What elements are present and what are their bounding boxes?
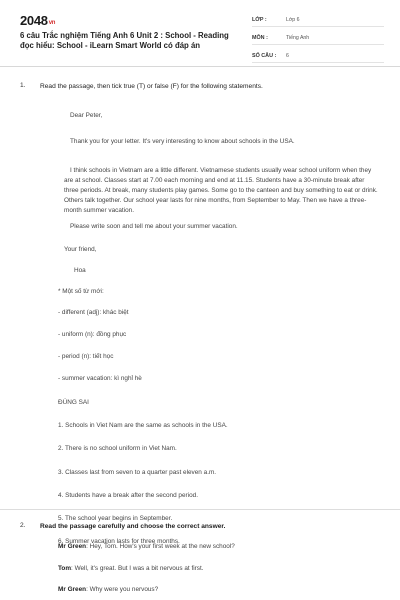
meta-value: 6 — [286, 53, 289, 59]
question-instruction: Read the passage carefully and choose the correct answer. — [40, 523, 226, 530]
dialogue-line: Tom: Well, it's great. But I was a bit nervous at first. — [58, 565, 204, 572]
dialogue-text: Hey, Tom. How's your first week at the new school? — [89, 543, 235, 550]
meta-row-class — [252, 12, 384, 27]
statement[interactable]: 3. Classes last from seven to a quarter past eleven a.m. — [58, 469, 217, 476]
question-number: 1. — [20, 82, 26, 89]
logo-suffix: vn — [48, 20, 56, 26]
question-instruction: Read the passage, then tick true (T) or false (F) for the following statements. — [40, 83, 263, 90]
page-header — [0, 0, 400, 66]
dialogue-text: Why were you nervous? — [89, 586, 159, 593]
meta-row-subject — [252, 30, 384, 45]
speaker-name: Mr Green — [58, 586, 87, 593]
statement[interactable]: 2. There is no school uniform in Viet Nam. — [58, 445, 177, 452]
site-logo[interactable] — [20, 13, 55, 28]
dialogue-line: Mr Green: Hey, Tom. How's your first week at the new school? — [58, 543, 235, 550]
letter-salutation: Dear Peter, — [70, 112, 103, 119]
vocab-title: * Một số từ mới: — [58, 288, 104, 295]
vocab-item: - summer vacation: kì nghỉ hè — [58, 375, 142, 382]
dialogue-line: Mr Green: Why were you nervous? — [58, 586, 159, 593]
true-false-header: ĐÚNG SAI — [58, 399, 89, 406]
vocab-item: - different (adj): khác biệt — [58, 309, 129, 316]
letter-paragraph: Please write soon and tell me about your summer vacation. — [70, 223, 238, 230]
speaker-name: Tom — [58, 565, 72, 572]
letter-paragraph: Thank you for your letter. It's very interesting to know about schools in the USA. — [70, 138, 295, 145]
letter-closing: Your friend, — [64, 246, 97, 253]
question-number: 2. — [20, 522, 26, 529]
letter-paragraph: I think schools in Vietnam are a little different. Vietnamese students usually wear school uniform when they are at school. Classes start at 7.00 each morning and end at 11.15. Students have a 30-minute break after three periods. At break, many students play games. Some go to the canteen and buy something to eat or drink. Others talk together. Our school year lasts for nine months, from September to May. Then we have a three-month summer vacation. — [64, 167, 378, 214]
statement[interactable]: 4. Students have a break after the second period. — [58, 492, 198, 499]
question-list — [0, 67, 400, 600]
statement[interactable]: 6. Summer vacation lasts for three months. — [58, 538, 180, 545]
speaker-name: Mr Green — [58, 543, 87, 550]
meta-value: Lớp 6 — [286, 17, 300, 23]
statement[interactable]: 5. The school year begins in September. — [58, 515, 173, 522]
logo-text: 2048 — [20, 13, 48, 28]
statement[interactable]: 1. Schools in Viet Nam are the same as schools in the USA. — [58, 422, 228, 429]
meta-row-count — [252, 48, 384, 63]
meta-value: Tiếng Anh — [286, 35, 310, 41]
vocab-item: - uniform (n): đồng phục — [58, 331, 127, 338]
vocab-item: - period (n): tiết học — [58, 353, 114, 360]
meta-label: LỚP : — [252, 17, 267, 23]
meta-label: SỐ CÂU : — [252, 53, 277, 59]
meta-info — [252, 12, 384, 66]
meta-label: MÔN : — [252, 35, 268, 41]
question-divider — [0, 509, 400, 510]
document-title: 6 câu Trắc nghiệm Tiếng Anh 6 Unit 2 : School - Reading đọc hiểu: School - iLearn Smart World có đáp án — [20, 31, 229, 50]
dialogue-text: Well, it's great. But I was a bit nervous at first. — [74, 565, 204, 572]
letter-signature: Hoa — [74, 267, 86, 274]
